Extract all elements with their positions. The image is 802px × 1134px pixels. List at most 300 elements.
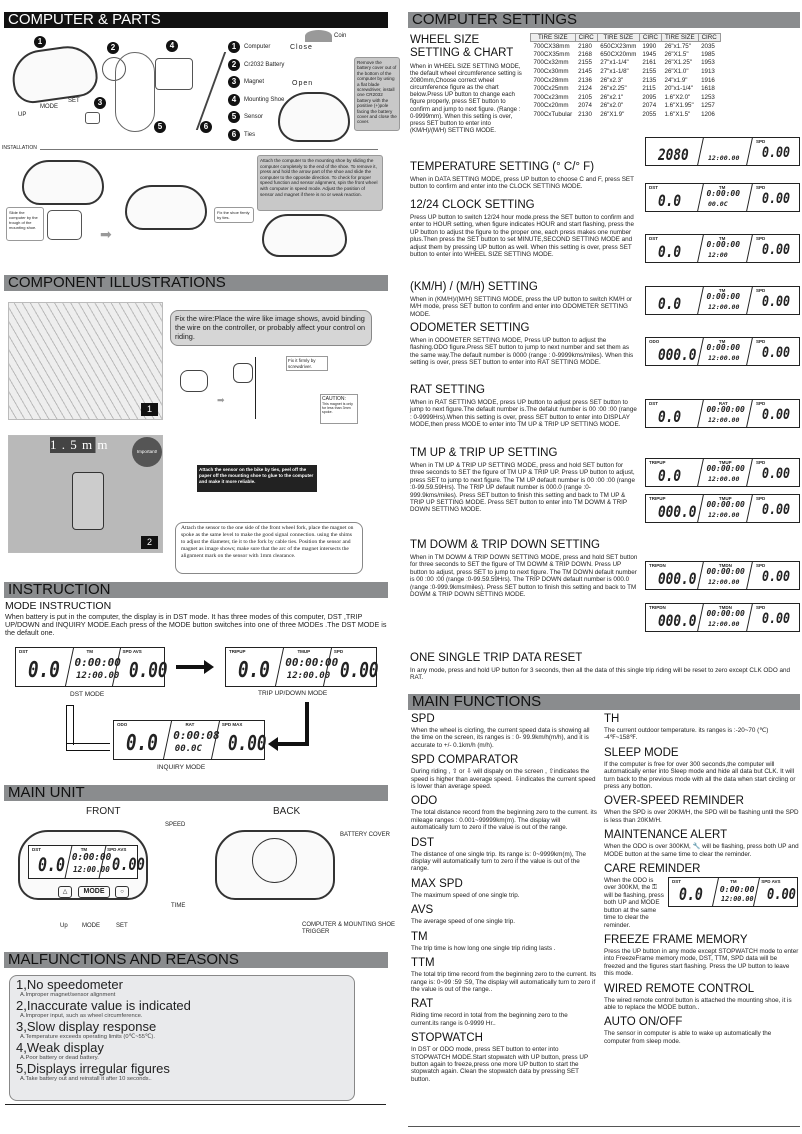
function-title: AVS	[411, 904, 434, 917]
lcd-time-label: TMUP	[297, 649, 311, 654]
malfunction-title: 1,No speedometer	[16, 977, 123, 992]
arrow-down-left-icon	[305, 702, 309, 745]
lcd-right-label: SPD	[756, 339, 766, 344]
tire-cell: 700Cx30mm	[533, 68, 569, 76]
arrow-up-icon	[66, 705, 74, 745]
tire-cell: 650CX20mm	[600, 50, 637, 58]
function-item	[411, 1032, 597, 1083]
tire-row	[531, 110, 721, 119]
section-text: In any mode, press and hold UP button for 3 seconds, then all the data of this single trip riding will be reset to zero except CLK ODO and RAT.	[410, 667, 791, 682]
tire-cell: 26"x2.3"	[600, 76, 624, 84]
tire-cell: 1985	[701, 50, 715, 58]
photo-2-badge: 2	[141, 536, 158, 549]
set-label: SET	[68, 98, 80, 104]
magnet-part	[180, 370, 208, 392]
lcd-time-label: TM	[80, 847, 88, 852]
malfunctions-box	[9, 975, 355, 1101]
lcd-left-label: ODO	[649, 339, 660, 344]
lcd-right-value: 0.00	[762, 145, 791, 162]
arrow-segment	[278, 742, 309, 746]
divider	[5, 1104, 386, 1105]
section-text: When in RAT SETTING MODE, press UP button to adjust press SET button to jump to next figure.The default number is.The defalut number is 00 :00 :00 (range : 0-9999Hrs).When this setting is over, press SET button to enter into DISPLAY MODE,then press MODE to enter into TM UP & TRIP UP SETTING MODE.	[410, 399, 637, 429]
tire-cell: 2136	[578, 76, 592, 84]
tire-cell: 1990	[642, 42, 657, 50]
function-title: STOPWATCH	[411, 1032, 483, 1045]
part-list-label: Ties	[244, 131, 256, 138]
function-text: The maximum speed of one single trip.	[411, 891, 520, 899]
sensor-note: Attach the sensor on the bike by ties, peel off the paper off the mounting shoe to glue to the computer and make it more reliable.	[197, 465, 317, 492]
gap-label: 1 . 5 m m	[50, 437, 126, 453]
tire-cell: 700Cx32mm	[533, 59, 569, 67]
parts-header: COMPUTER & PARTS	[4, 12, 388, 28]
tire-cell: 2124	[578, 85, 592, 93]
lcd-time-label: TM	[718, 236, 726, 241]
lcd-time-label: TMDN	[718, 605, 732, 610]
section-title: (KM/H) / (M/H) SETTING	[410, 281, 538, 293]
part-number-4: 4	[166, 40, 178, 52]
tire-cell: 2095	[642, 93, 657, 101]
tire-cell: 26"X1.5"	[664, 50, 689, 58]
tire-cell: 700Cx23mm	[533, 93, 569, 101]
malfunction-reason: A.Improper magnet/sensor alignment	[20, 992, 116, 998]
part-list-number: 4	[228, 94, 240, 106]
lcd-time-bottom: 12:00.00	[708, 578, 740, 587]
malfunction-reason: A.Take battery out and reinstall it after 10 seconds..	[20, 1076, 152, 1082]
main-unit-header: MAIN UNIT	[4, 785, 388, 801]
tire-cell: 1206	[701, 111, 715, 119]
lcd-left-value: 0.0	[679, 885, 704, 905]
tire-row	[531, 59, 721, 68]
function-item	[411, 837, 597, 873]
malfunction-reason: A.Temperature exceeds operating limits (0℃~55℃).	[20, 1034, 155, 1040]
lcd-time-top: 00:00:00	[706, 609, 745, 619]
lcd-right-label: SPD	[756, 236, 766, 241]
function-text: The wired remote control button is attached the mounting shoe, it is able to replace the MODE button..	[604, 996, 792, 1011]
lcd-right-value: 0.00	[762, 466, 791, 483]
function-item	[411, 931, 597, 952]
tire-size-table	[530, 33, 721, 119]
section-text: When in TM UP & TRIP UP SETTING MODE, press and hold SET button for three seconds to SET the figure of TM UP & TRIP UP. Press UP button to adjust, press SET to jump to next figure. The TM UP default number is 00 :00 :00 (range :0-99.59.59Hrs). The TRIP UP default number is 000.0 (range :0-999.9kms/miles). Press SET button to finish this setting and back to TM UP & TRIP UP SETTING MODE. Press SET button to enter into TM DOWM & TRIP DOWN SETTING MODE.	[410, 462, 635, 514]
lcd-right-label: SPD	[756, 401, 766, 406]
lcd-tmdn2	[645, 603, 800, 632]
part-number-1: 1	[34, 36, 46, 48]
battery-note: Remove the battery cover out of the bottom of the computer by using a flat blade screwdriver, install one CR2032 battery with the positive (+)pole facing the battery cover and close the cover.	[354, 57, 400, 131]
lcd-right-label: SPD	[756, 185, 766, 190]
mode-caption: MODE	[82, 923, 100, 929]
tire-row	[531, 102, 721, 111]
part-list-label: Mounting Shoe	[244, 96, 285, 103]
lcd-left-label: TRIPUP	[649, 460, 666, 465]
lcd-time-label: TMUP	[718, 496, 732, 501]
functions-left-column	[411, 713, 597, 1088]
lcd-left-value: 0.0	[238, 658, 270, 684]
tire-cell: 650CX23mm	[600, 42, 637, 50]
lcd-left-value: 0.0	[28, 658, 60, 684]
tire-cell: 2145	[578, 68, 592, 76]
tire-cell: 2135	[642, 76, 657, 84]
lcd-time-top: 0:00:00	[706, 292, 741, 302]
trigger-label: COMPUTER & MOUNTING SHOE TRIGGER	[302, 922, 396, 935]
lcd-left-label: TRIPDN	[649, 605, 666, 610]
lcd-time-bottom: 12:00.00	[708, 620, 740, 629]
tire-cell: 24"x1.9"	[664, 76, 688, 84]
lcd-time-top: 00:00:00	[706, 464, 745, 474]
lcd-left-label: TRIPDN	[649, 563, 666, 568]
function-title: RAT	[411, 998, 434, 1011]
battery-cover	[252, 838, 297, 883]
part-list-number: 1	[228, 41, 240, 53]
tire-cell: 2105	[578, 93, 592, 101]
lcd-right-label: SPD AVS	[122, 649, 142, 654]
function-item	[604, 795, 799, 824]
section-text: Press UP button to switch 12/24 hour mode.press the SET button to confirm and enter to HOUR setting, when figure indicates HOUR and start flashing, press the UP button to adjust the figure to the proper one, each press makes one number plus.Then press the SET button to set MINUTE,SECOND SETTING MODE and adjust them by pressing UP button as well. When this setting is over, press SET button to enter into WHEEL SIZE SETTING MODE.	[410, 214, 634, 259]
arrow-right-icon: ➡	[217, 395, 225, 405]
lcd-time-bottom: 12:00.00	[76, 671, 120, 681]
malfunction-title: 4,Weak display	[16, 1040, 104, 1055]
lcd-time-top: 0:00:00	[74, 655, 121, 669]
lcd-right-value: 0.00	[762, 294, 791, 311]
lcd-time-label: TMUP	[718, 460, 732, 465]
lcd-time-label: TMDN	[718, 563, 732, 568]
lcd-time-top: 0:00:00	[706, 343, 741, 353]
fix-wire-note: Fix the wire:Place the wire like image shows, avoid binding the wire on the controller, or probably affect your control on riding.	[170, 310, 372, 346]
tire-cell: 2115	[642, 85, 656, 93]
mounting-shoe-step	[47, 210, 82, 240]
lcd-time-top: 0:00:00	[719, 883, 755, 894]
tire-header: CIRC	[698, 34, 720, 42]
tire-cell: 2035	[701, 42, 715, 50]
lcd-time-bottom: 12:00.00	[73, 865, 110, 875]
tire-cell: 26"X1.0"	[664, 68, 689, 76]
speed-label: SPEED	[165, 822, 186, 828]
lcd-temp	[645, 183, 800, 212]
mode-button[interactable]: MODE	[78, 886, 110, 898]
malfunction-title: 5,Displays irregular figures	[16, 1061, 170, 1076]
coin-icon	[305, 30, 332, 42]
tire-header: TIRE SIZE	[597, 34, 639, 42]
lcd-left-value: 0.0	[658, 407, 682, 427]
tire-cell: 26"x2.1"	[600, 93, 624, 101]
function-item	[604, 713, 799, 742]
tire-cell: 2055	[642, 111, 657, 119]
close-label: Close	[290, 44, 313, 51]
lcd-dst	[15, 647, 168, 687]
lcd-left-label: ODO	[117, 722, 128, 727]
function-item	[411, 754, 597, 790]
arrow-right-icon	[176, 665, 206, 669]
lcd-time-label: RAT	[185, 722, 195, 727]
lcd-time-bottom: 12:00.00	[286, 671, 331, 681]
function-text: When the ODO is over 300KM, the ⚿ will be flashing, press both UP and MODE button at the same time to clear the reminder.	[604, 877, 664, 929]
lcd-left-label: DST	[672, 879, 681, 885]
up-caption: Up	[60, 923, 68, 929]
lcd-inquiry	[113, 720, 265, 760]
caution-title: CAUTION:	[322, 396, 346, 402]
function-item	[411, 878, 597, 899]
wheel-size-subtitle: SETTING & CHART	[410, 47, 514, 59]
tire-header: CIRC	[575, 34, 597, 42]
lcd-clock	[645, 234, 800, 263]
arrow-right-icon: ➡	[100, 226, 112, 242]
lcd-time-top: 0:00:00	[706, 240, 741, 250]
lcd-right-value: 0.00	[762, 191, 791, 208]
slide-note: Slide the computer by the trough of the mounting shoe.	[6, 207, 44, 241]
sensor-illustration	[115, 52, 155, 132]
lcd-time-top: 0:00:00	[706, 189, 741, 199]
malfunction-title: 2,Inaccurate value is indicated	[16, 998, 191, 1013]
tire-cell: 2130	[578, 111, 592, 119]
function-text: Riding time record in total from the beginning zero to the current.its range is 0-9999 Hr..	[411, 1012, 568, 1027]
function-text: During riding , ⇧ or ⇩ will dispaly on the screen , ⇧indicates the speed is higher than average speed. ⇩indicates the current speed is lower than average speed.	[411, 768, 596, 791]
malfunction-reason: A.Improper input, such as wheel circumference.	[20, 1013, 143, 1019]
lcd-right-value: 0.00	[762, 242, 791, 259]
tire-cell: 1945	[642, 50, 657, 58]
lcd-time-bottom: 12:00	[708, 251, 728, 260]
lcd-left-label: DST	[649, 236, 658, 241]
tire-cell: 2168	[578, 50, 592, 58]
function-item	[604, 747, 799, 791]
lcd-left-value: 0.0	[658, 242, 682, 262]
computer-back-illustration	[278, 92, 350, 142]
section-title: RAT SETTING	[410, 384, 485, 396]
lcd-right-label: SPD AVS	[761, 879, 781, 885]
lcd-right-value: 0.00	[128, 658, 168, 683]
tire-cell: 26"x2.25"	[600, 85, 627, 93]
function-text: The distance of one single trip. Its range is: 0~9999km(m), The display will automatically turn to zero if the value is out of the range.	[411, 850, 587, 873]
install-step-1	[22, 160, 104, 205]
function-text: The total distance record from the beginning zero to the current. its mileage ranges : 0.001~99999km(m). The display will automatically turn to zero if the value is out of the range.	[411, 809, 597, 832]
tire-cell: 1913	[701, 68, 715, 76]
lcd-front	[28, 845, 145, 879]
lcd-right-value: 0.00	[762, 407, 791, 424]
dst-mode-label: DST MODE	[70, 691, 105, 698]
inquiry-mode-label: INQUIRY MODE	[157, 764, 206, 771]
lcd-right-value: 0.00	[762, 611, 791, 628]
lcd-time-bottom: 12:00.00	[708, 475, 740, 484]
tire-cell: 27"x1-1/8"	[600, 68, 629, 76]
function-title: MAINTENANCE ALERT	[604, 829, 728, 842]
malfunction-reason: A.Poor battery or dead battery.	[20, 1055, 99, 1061]
tire-cell: 27"x1-1/4"	[600, 59, 629, 67]
tire-cell: 26"X1.25"	[664, 59, 692, 67]
tire-cell: 1916	[701, 76, 715, 84]
arrow-head	[204, 660, 214, 674]
lcd-right-label: SPD	[756, 139, 766, 144]
function-title: SPD	[411, 713, 435, 725]
tire-cell: 700CxTubular	[533, 111, 573, 119]
install-step-2	[125, 185, 207, 230]
lcd-right-value: 0.00	[762, 569, 791, 586]
tire-cell: 1953	[701, 59, 715, 67]
function-item	[411, 957, 597, 993]
function-text: When the SPD is over 20KM/H, the SPD will be flashing until the SPD is less than 20KM/H.	[604, 809, 799, 824]
photo-1-badge: 1	[141, 403, 158, 416]
tire-header: CIRC	[639, 34, 661, 42]
function-title: AUTO ON/OFF	[604, 1016, 683, 1029]
mode-instruction-text: When battery is put in the computer, the display is in DST mode. It has three modes of this computer, DST ,TRIP UP/DOWN and INQUIRY MODE.Each press of the MODE button switches into one of three MODEs .The DST MODE is the default one.	[5, 612, 387, 638]
front-label: FRONT	[86, 806, 121, 817]
lcd-left-value: 0.0	[37, 854, 65, 876]
lcd-left-label: DST	[649, 401, 658, 406]
tire-cell: 2155	[642, 68, 657, 76]
lcd-time-label: TM	[86, 649, 93, 654]
malfunction-title: 3,Slow display response	[16, 1019, 157, 1034]
component-header: COMPONENT ILLUSTRATIONS	[4, 275, 388, 291]
tire-cell: 1257	[701, 102, 715, 110]
arrow-head	[268, 737, 278, 751]
fix-shoe-note: Fix the shoe firmly by ties.	[214, 207, 254, 223]
lcd-tmdn1	[645, 561, 800, 590]
tire-row	[531, 42, 721, 51]
lcd-left-value: 0.0	[126, 731, 158, 757]
tire-header: TIRE SIZE	[662, 34, 699, 42]
lcd-time-bottom: 12:00.00	[708, 354, 740, 363]
function-title: WIRED REMOTE CONTROL	[604, 982, 755, 995]
function-title: FREEZE FRAME MEMORY	[604, 933, 748, 946]
lcd-time-top: 00:00:00	[706, 500, 745, 510]
lcd-right-value: 0.00	[766, 885, 796, 904]
lcd-time-bottom: 12:00.00	[708, 416, 740, 425]
spoke-line	[255, 357, 256, 419]
lcd-time-bottom: 12:00.00	[708, 511, 740, 520]
set-button[interactable]: ○	[115, 886, 129, 898]
function-title: CARE REMINDER	[604, 863, 701, 876]
tire-cell: 2074	[642, 102, 657, 110]
back-label: BACK	[273, 806, 301, 817]
tire-cell: 700Cx28mm	[533, 76, 569, 84]
caution-text: This magnet is only for less than 3mm spoke.	[322, 402, 353, 415]
tire-cell: 26"x2.0"	[600, 102, 624, 110]
computer-illustration	[9, 42, 100, 105]
lcd-time-bottom: 00.0C	[174, 744, 202, 754]
function-item	[411, 795, 597, 831]
function-title: MAX SPD	[411, 877, 463, 890]
lcd-time-bottom: 12:00.00	[708, 303, 740, 312]
part-list-number: 6	[228, 129, 240, 141]
section-title: TM DOWM & TRIP DOWN SETTING	[410, 539, 600, 551]
tire-row	[531, 50, 721, 59]
tire-cell: 2161	[642, 59, 657, 67]
function-title: TTM	[411, 957, 435, 970]
up-button[interactable]: △	[58, 886, 72, 898]
function-title: DST	[411, 836, 434, 849]
install-step-3	[262, 214, 347, 257]
part-list-label: Cr2032 Battery	[244, 61, 285, 68]
tire-cell: 2074	[578, 102, 592, 110]
instruction-header: INSTRUCTION	[4, 582, 388, 598]
lcd-time-label: RAT	[718, 401, 728, 406]
function-title: ODO	[411, 795, 438, 808]
installation-divider	[40, 149, 378, 150]
lcd-time-label: TM	[718, 288, 726, 293]
battery-cover-label: BATTERY COVER	[340, 832, 391, 838]
magnet-illustration	[85, 112, 100, 124]
function-text: The current outdoor temperature. its ranges is :-20~70 (℃) -4℉~158℉.	[604, 727, 769, 742]
function-item	[604, 863, 799, 929]
tire-cell: 26"X1.9"	[600, 111, 625, 119]
open-label: Open	[292, 80, 314, 87]
up-label: UP	[18, 112, 27, 118]
lcd-right-value: 0.00	[228, 731, 267, 756]
arrow-segment	[66, 743, 110, 751]
tire-row	[531, 76, 721, 85]
tire-cell: 1618	[701, 85, 715, 93]
lcd-right-label: SPD	[756, 460, 766, 465]
lcd-left-value: 0.0	[658, 191, 682, 211]
tire-row	[531, 67, 721, 76]
fix-firmly-label: Fix it firmly by screwdriver.	[286, 356, 328, 371]
part-list-number: 3	[228, 76, 240, 88]
lcd-trip	[225, 647, 377, 687]
lcd-time-top: 0:00:08	[173, 728, 220, 742]
lcd-right-label: SPD	[756, 563, 766, 568]
mode-label: MODE	[40, 104, 58, 110]
lcd-right-value: 0.00	[111, 854, 145, 875]
section-text: When in (KM/H)/(M/H) SETTING MODE, press the UP button to switch KM/H or M/H mode, press SET button to confirm and enter into ODOMETER SETTING MODE.	[410, 296, 633, 318]
lcd-odo	[645, 337, 800, 366]
tire-row	[531, 93, 721, 102]
lcd-time-top: 0:00:00	[71, 852, 112, 864]
part-number-3: 3	[94, 97, 106, 109]
section-text: When in ODOMETER SETTING MODE, Press UP button to adjust the flashing.ODO figure.Press SET button to jump to next number and set them as the same way.The default number is 0000 (range : 0-9999kms/miles). When this setting is over, press SET button to enter into RAT SETTING MODE.	[410, 337, 634, 367]
tire-cell: 2155	[578, 59, 592, 67]
important-badge: Important!	[132, 437, 162, 467]
lcd-left-value: 000.0	[658, 345, 697, 365]
lcd-right-value: 0.00	[762, 345, 791, 362]
part-list-label: Computer	[244, 44, 271, 50]
divider	[408, 1126, 800, 1127]
lcd-wheel	[645, 137, 800, 166]
lcd-left-label: DST	[19, 649, 28, 654]
function-text: The total trip time record from the beginning zero to the current. Its range is: 0~99 :59 :59, The display will automatically turn to zero if the value is out of the range..	[411, 971, 597, 993]
trip-mode-label: TRIP UP/DOWN MODE	[258, 690, 328, 697]
function-item	[604, 983, 799, 1012]
lcd-time-label: TM	[718, 185, 726, 190]
tire-cell: 1.6"X2.0"	[664, 93, 691, 101]
lcd-rat	[645, 399, 800, 428]
lcd-right-label: SPD	[756, 288, 766, 293]
tire-header: TIRE SIZE	[531, 34, 576, 42]
caution-box	[320, 394, 358, 424]
function-text: When the wheel is cicrling, the current speed data is showing all the time on the screen, its ranges is : 0- 99.9km/h(m/h), and it is accurate to +/- 0.1km/h (m/h).	[411, 727, 590, 749]
lcd-tmup1	[645, 458, 800, 487]
function-title: SLEEP MODE	[604, 746, 679, 759]
lcd-right-label: SPD	[756, 496, 766, 501]
function-item	[411, 713, 597, 749]
lcd-right-value: 0.00	[340, 658, 379, 683]
settings-header: COMPUTER SETTINGS	[408, 12, 800, 28]
section-title: ONE SINGLE TRIP DATA RESET	[410, 652, 583, 664]
lcd-left-label: TRIPUP	[649, 496, 666, 501]
function-title: TM	[411, 930, 428, 943]
lcd-left-value: 000.0	[658, 502, 697, 522]
tire-cell: 1.6"X1.5"	[664, 111, 691, 119]
lcd-time-top: 00:00:00	[285, 655, 339, 669]
function-item	[604, 1016, 799, 1045]
section-title: TM UP & TRIP UP SETTING	[410, 447, 558, 459]
lcd-right-label: SPD	[333, 649, 344, 654]
part-list-number: 2	[228, 59, 240, 71]
wheel-size-title: WHEEL SIZE	[410, 34, 480, 46]
function-text: The trip time is how long one single trip riding lasts .	[411, 944, 556, 952]
lcd-time-label: TM	[718, 339, 726, 344]
lcd-left-value: 000.0	[658, 611, 697, 631]
lcd-left-label: DST	[649, 185, 658, 190]
section-title: 12/24 CLOCK SETTING	[410, 199, 535, 211]
install-note: Attach the computer to the mounting shoe by sliding the computer completely to the end of the shoe. To remove it, press and hold the arrow part of the shoe and slide the computer to the opposite direction. To check for proper speed function and sensor alignment, spin the front wheel with computer in speed mode. Adjust the position of sensor and magnet if there is no or weak reaction.	[257, 155, 383, 211]
main-functions-header: MAIN FUNCTIONS	[408, 694, 800, 710]
lcd-time-bottom: 12:00.00	[708, 154, 740, 163]
